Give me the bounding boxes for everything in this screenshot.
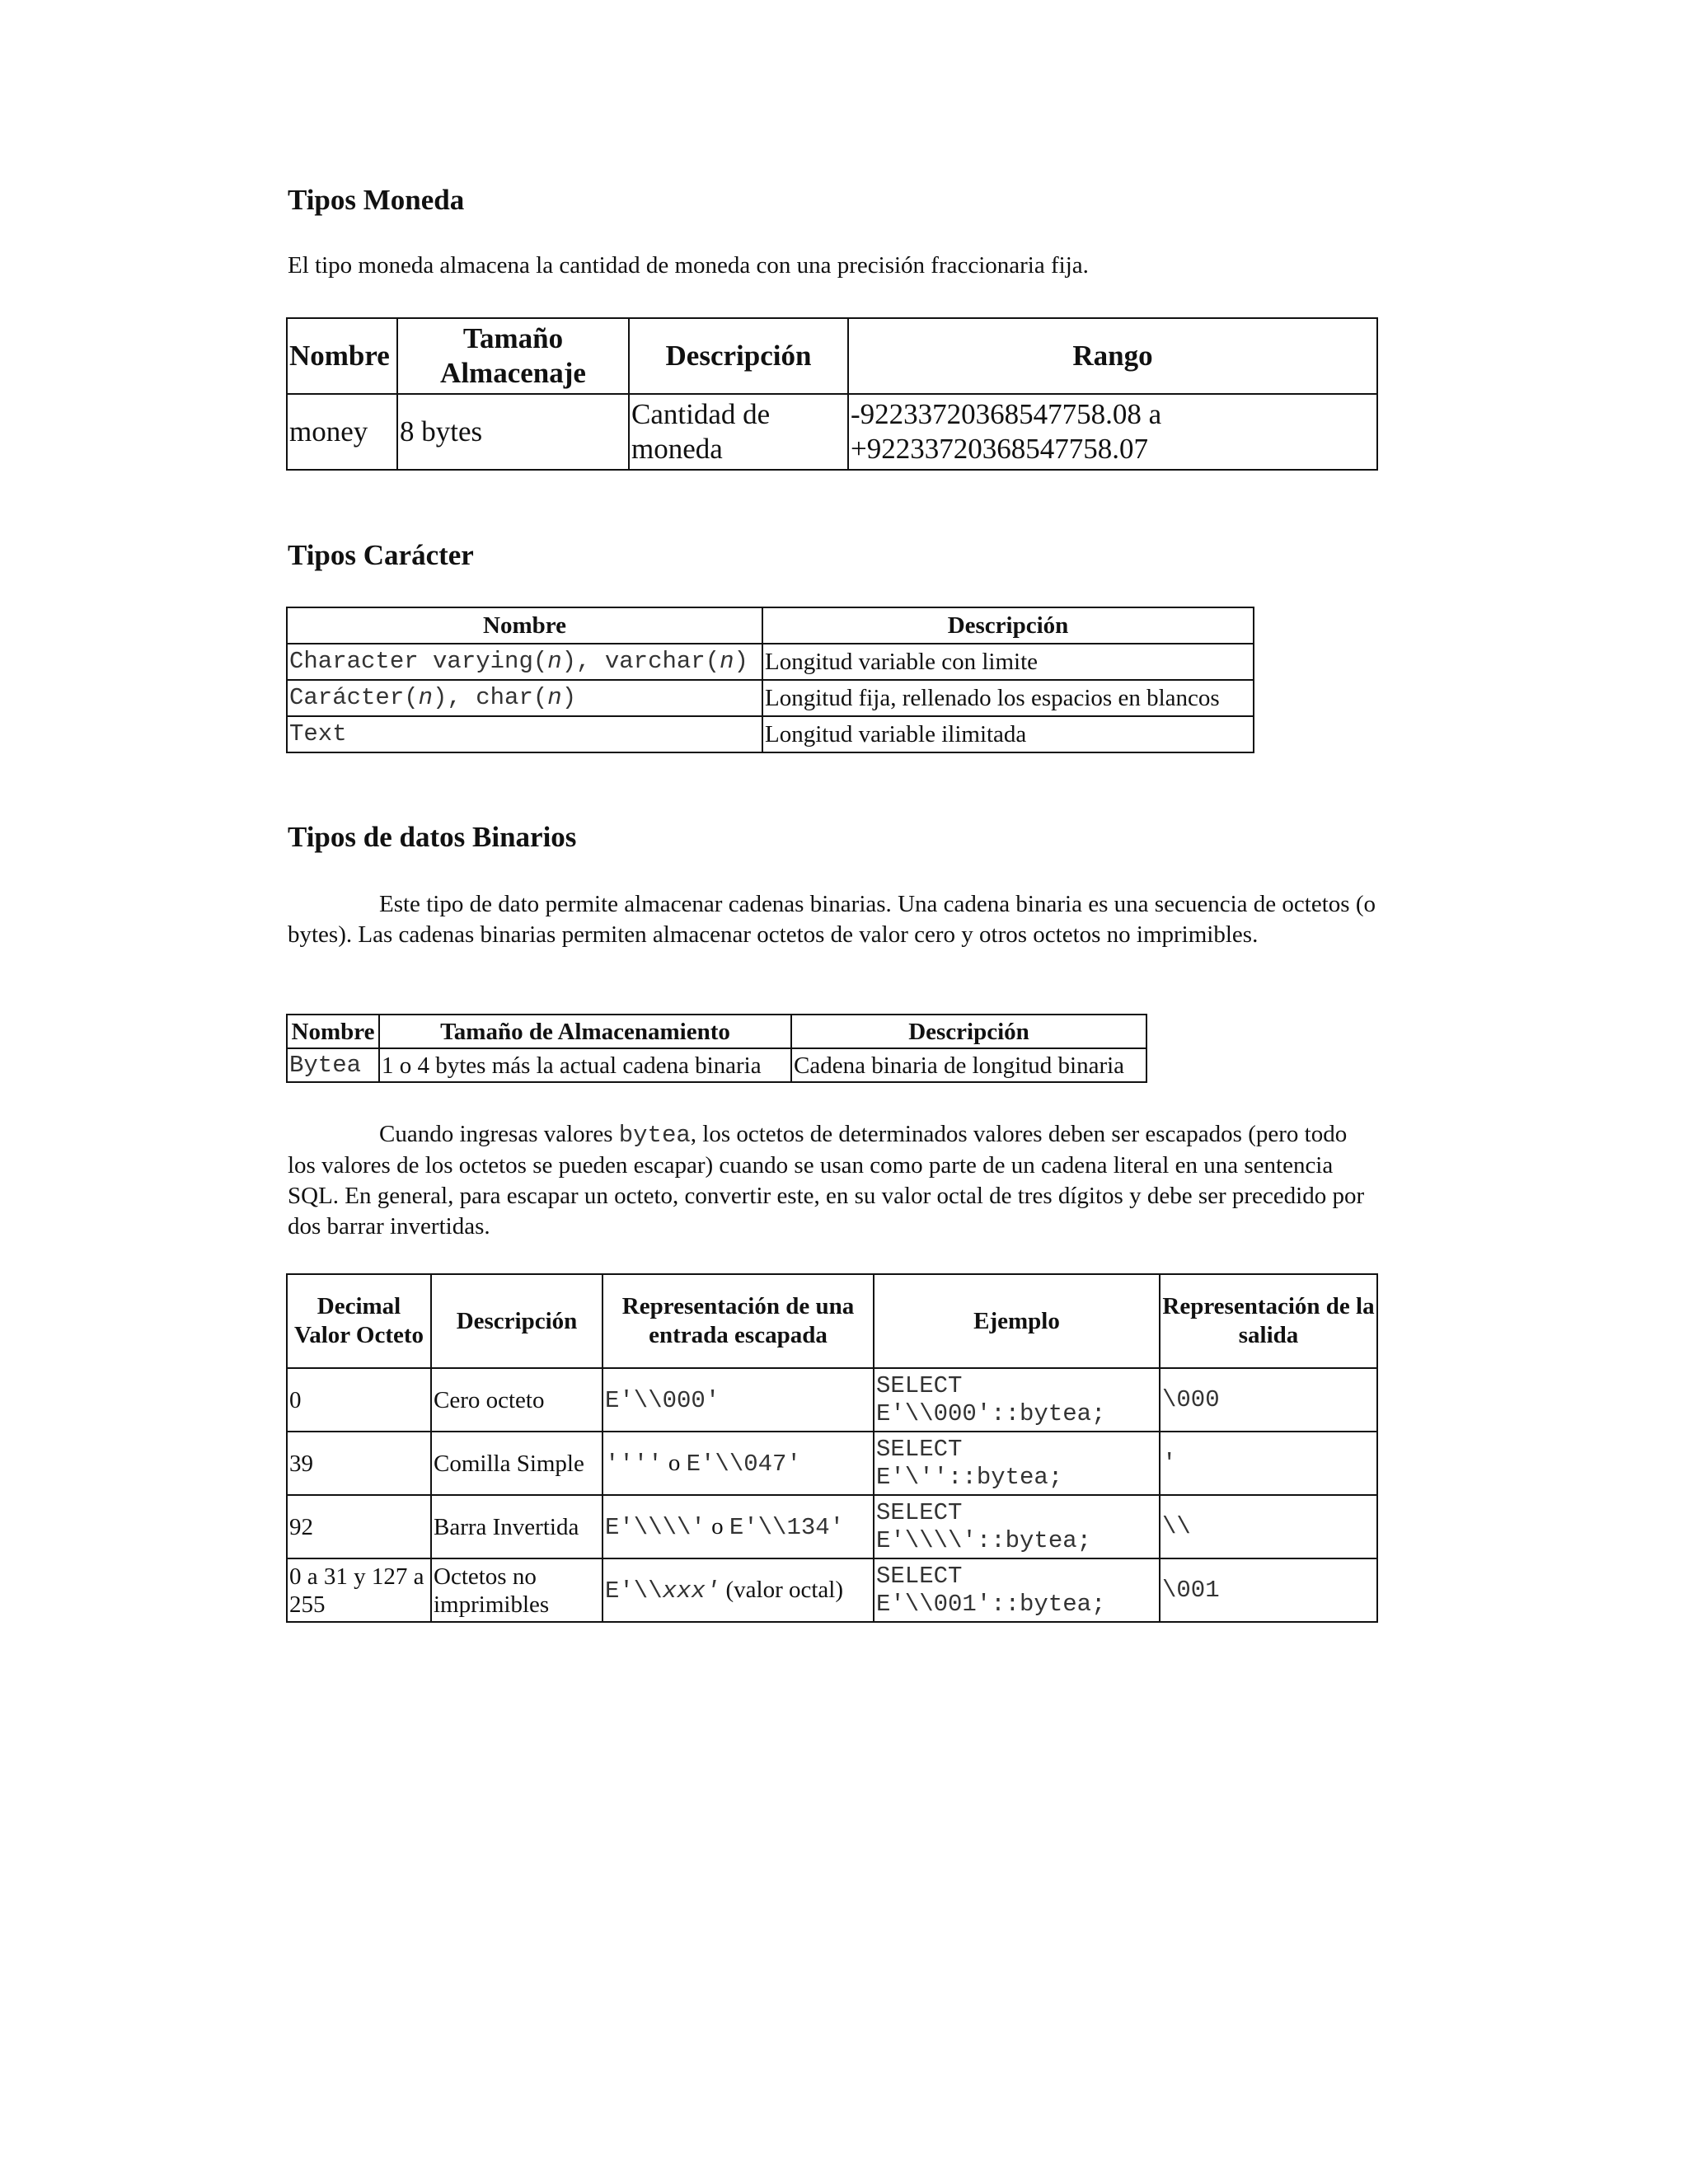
range-max: +92233720368547758.07 [851,433,1148,465]
code-part: E'\\000' [605,1386,720,1414]
col-header-descripcion: Descripción [762,607,1254,644]
money-intro: El tipo moneda almacena la cantidad de moneda con una precisión fraccionaria fija. [288,252,1089,279]
paragraph-text: , los octetos de determinados valores deben ser escapados (pero todo los valores de los octetos se pueden escapar) cuando se usan como parte de un cadena literal en una sentencia SQL. En general, para escapar un octeto, convertir este, en su valor octal de tres dígitos y debe ser precedido por dos barrar invertidas. [288,1121,1365,1240]
cell-name [287,680,762,716]
code-part: Character varying( [289,648,548,675]
code-param: xxx' [662,1577,720,1605]
col-header-nombre: Nombre [287,318,397,394]
cell-description: Cadena binaria de longitud binaria [791,1048,1146,1082]
table-header-row [287,318,1377,394]
col-header-rango: Rango [848,318,1377,394]
cell-description: Cero octeto [431,1368,603,1432]
cell-escaped [603,1432,874,1495]
cell-decimal: 0 [287,1368,431,1432]
col-header-tamano: Tamaño Almacenaje [397,318,629,394]
cell-description: Cantidad de moneda [629,394,848,470]
code-param: n [418,684,434,711]
code-part: E'\\ [605,1577,663,1605]
bytea-paragraph [288,1119,1380,1242]
table-header-row [287,1274,1377,1368]
table-row [287,1495,1377,1558]
example-line: SELECT [876,1498,963,1526]
note-text: (valor octal) [720,1576,844,1603]
example-line: E'\\001'::bytea; [876,1590,1106,1618]
code-part: '''' [605,1450,663,1478]
col-header-nombre: Nombre [287,607,762,644]
cell-escaped [603,1558,874,1622]
table-header-row [287,607,1254,644]
table-row [287,1048,1146,1082]
heading-tipos-moneda: Tipos Moneda [288,184,465,216]
example-line: SELECT [876,1435,963,1463]
table-header-row [287,1015,1146,1048]
range-min: -92233720368547758.08 a [851,398,1162,430]
code-part: Carácter( [289,684,419,711]
binary-intro: Este tipo de dato permite almacenar cadenas binarias. Una cadena binaria es una secuencia de octetos (o bytes). Las cadenas binarias permiten almacenar octetos de valor cero y otros octetos no imprimibles. [288,891,1376,948]
cell-example [874,1558,1160,1622]
cell-decimal: 39 [287,1432,431,1495]
code-param: n [547,684,562,711]
table-row [287,680,1254,716]
cell-output: ' [1160,1432,1377,1495]
inline-code: bytea [618,1122,691,1149]
money-table [286,317,1378,471]
table-row [287,716,1254,752]
col-header-ejemplo: Ejemplo [874,1274,1160,1368]
cell-description: Longitud variable ilimitada [762,716,1254,752]
table-row [287,394,1377,470]
cell-description: Barra Invertida [431,1495,603,1558]
table-row [287,1558,1377,1622]
cell-decimal: 0 a 31 y 127 a 255 [287,1558,431,1622]
or-text: o [705,1512,729,1540]
col-header-descripcion: Descripción [791,1015,1146,1048]
cell-example [874,1432,1160,1495]
heading-tipos-binarios: Tipos de datos Binarios [288,821,577,853]
col-header-nombre: Nombre [287,1015,379,1048]
cell-output: \001 [1160,1558,1377,1622]
cell-name: Text [287,716,762,752]
code-part: ), varchar( [561,648,720,675]
example-line: SELECT [876,1371,963,1399]
col-header-tamano: Tamaño de Almacenamiento [379,1015,791,1048]
code-param: n [720,648,734,675]
code-part: E'\\134' [729,1513,845,1541]
cell-description: Longitud fija, rellenado los espacios en blancos [762,680,1254,716]
table-row [287,1432,1377,1495]
cell-output: \000 [1160,1368,1377,1432]
cell-description: Longitud variable con limite [762,644,1254,680]
code-part: ) [734,648,748,675]
cell-name [287,644,762,680]
code-part: E'\\\\' [605,1513,706,1541]
cell-escaped [603,1495,874,1558]
example-line: SELECT [876,1562,963,1590]
cell-range [848,394,1377,470]
example-line: E'\\\\'::bytea; [876,1526,1092,1554]
code-part: E'\\047' [686,1450,801,1478]
escape-table [286,1273,1378,1623]
or-text: o [662,1449,687,1476]
example-line: E'\\000'::bytea; [876,1399,1106,1427]
cell-size: 1 o 4 bytes más la actual cadena binaria [379,1048,791,1082]
code-part: ), char( [433,684,548,711]
table-row [287,1368,1377,1432]
col-header-escaped: Representación de una entrada escapada [603,1274,874,1368]
code-param: n [547,648,562,675]
character-table [286,607,1254,753]
paragraph-text: Cuando ingresas valores [379,1121,619,1147]
cell-description: Octetos no imprimibles [431,1558,603,1622]
cell-name: money [287,394,397,470]
col-header-descripcion: Descripción [629,318,848,394]
cell-description: Comilla Simple [431,1432,603,1495]
cell-output: \\ [1160,1495,1377,1558]
cell-example [874,1368,1160,1432]
cell-example [874,1495,1160,1558]
cell-name: Bytea [287,1048,379,1082]
table-row [287,644,1254,680]
col-header-output: Representación de la salida [1160,1274,1377,1368]
cell-decimal: 92 [287,1495,431,1558]
heading-tipos-caracter: Tipos Carácter [288,539,474,571]
cell-escaped [603,1368,874,1432]
col-header-descripcion: Descripción [431,1274,603,1368]
binary-table [286,1014,1147,1083]
col-header-decimal: Decimal Valor Octeto [287,1274,431,1368]
example-line: E'\''::bytea; [876,1463,1063,1491]
cell-size: 8 bytes [397,394,629,470]
code-part: ) [561,684,577,711]
